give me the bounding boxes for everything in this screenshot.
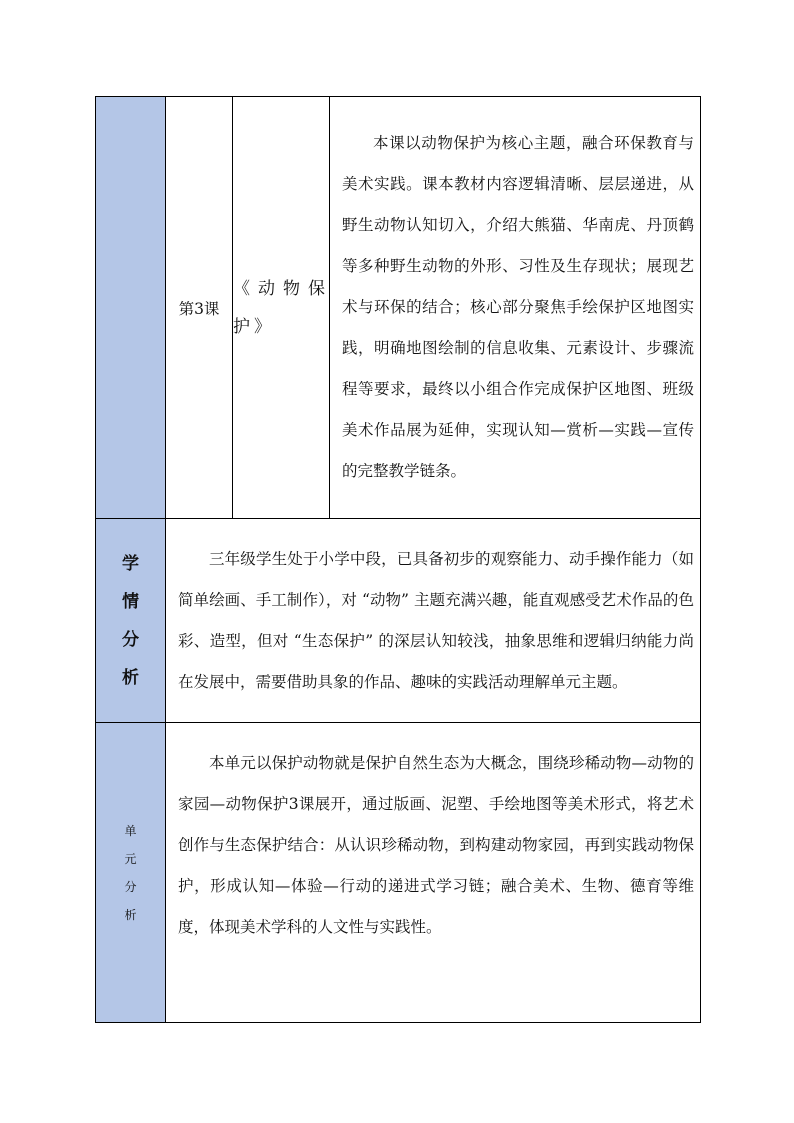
unit-analysis-text: 本单元以保护动物就是保护自然生态为大概念，围绕珍稀动物—动物的家园—动物保护3课展开，通过版画、泥塑、手绘地图等美术形式，将艺术创作与生态保护结合：从认识珍稀动物，到构建动物家园，再到实践动物保护，形成认知—体验—行动的递进式学习链；融合美术、生物、德育等维度，体现美术学科的人文性与实践性。 bbox=[166, 723, 701, 1023]
learner-analysis-label-cell bbox=[96, 519, 166, 723]
lesson-plan-table bbox=[95, 96, 701, 1023]
learner-analysis-label: 学情分析 bbox=[122, 553, 139, 688]
unit-analysis-label-cell bbox=[96, 723, 166, 1023]
lesson-title: 《动物保护》 bbox=[233, 97, 330, 519]
learner-analysis-text: 三年级学生处于小学中段，已具备初步的观察能力、动手操作能力（如简单绘画、手工制作），对 “动物” 主题充满兴趣，能直观感受艺术作品的色彩、造型，但对 “生态保护” 的深层认知较浅，抽象思维和逻辑归纳能力尚在发展中，需要借助具象的作品、趣味的实践活动理解单元主题。 bbox=[166, 519, 701, 723]
unit-analysis-row bbox=[96, 723, 701, 1023]
lesson-row bbox=[96, 97, 701, 519]
learner-analysis-row bbox=[96, 519, 701, 723]
lesson-description: 本课以动物保护为核心主题，融合环保教育与美术实践。课本教材内容逻辑清晰、层层递进，从野生动物认知切入，介绍大熊猫、华南虎、丹顶鹤等多种野生动物的外形、习性及生存现状；展现艺术与环保的结合；核心部分聚焦手绘保护区地图实践，明确地图绘制的信息收集、元素设计、步骤流程等要求，最终以小组合作完成保护区地图、班级美术作品展为延伸，实现认知—赏析—实践—宣传的完整教学链条。 bbox=[330, 97, 701, 519]
lesson-side-cell bbox=[96, 97, 166, 519]
unit-analysis-label: 单元分析 bbox=[124, 823, 137, 922]
lesson-number: 第3课 bbox=[166, 97, 233, 519]
